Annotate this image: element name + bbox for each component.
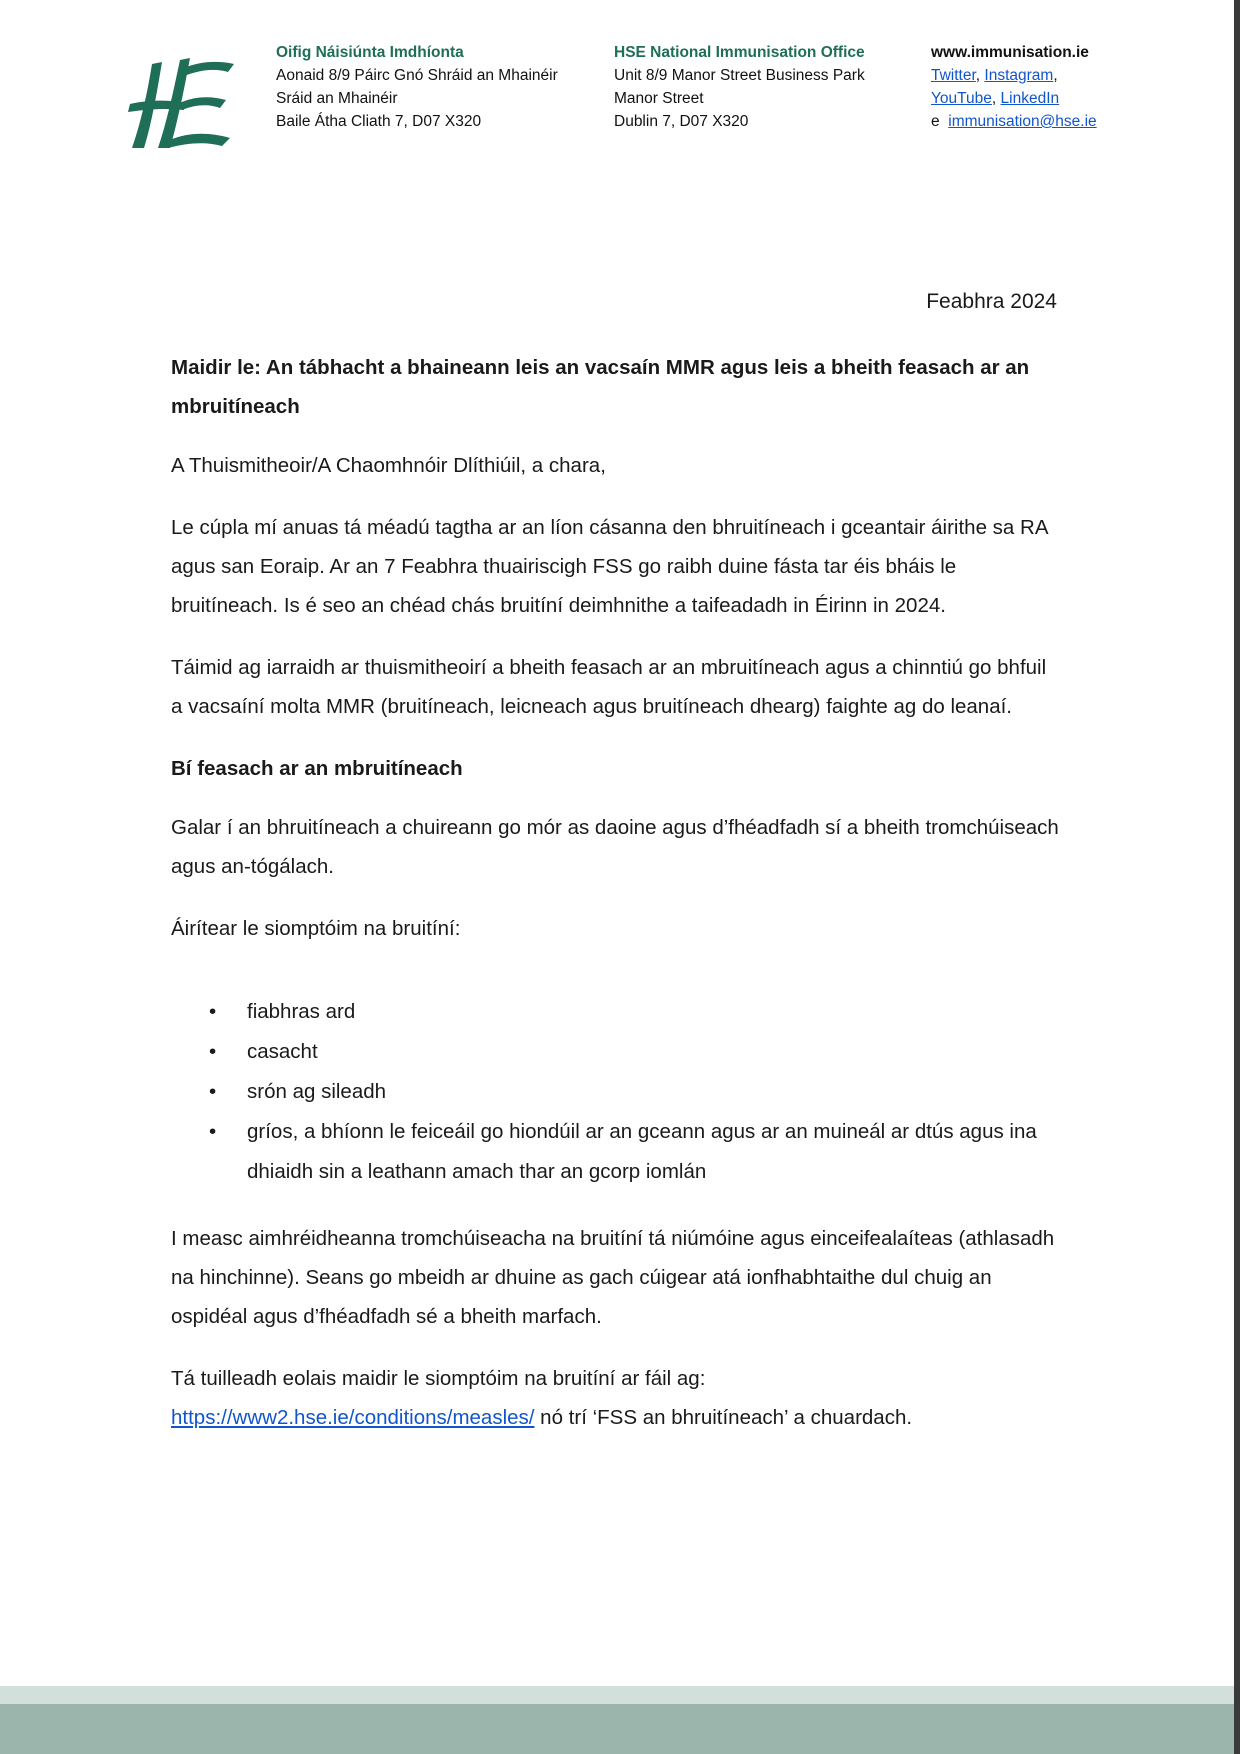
- section-heading: Bí feasach ar an mbruitíneach: [171, 757, 463, 780]
- salutation: A Thuismitheoir/A Chaomhnóir Dlíthiúil, a chara,: [171, 454, 606, 477]
- footer-band-light: [0, 1686, 1234, 1704]
- irish-address-line: Aonaid 8/9 Páirc Gnó Shráid an Mhainéir: [276, 67, 558, 84]
- paragraph: Áirítear le siomptóim na bruitíní:: [171, 917, 461, 940]
- irish-office-address: [276, 41, 558, 133]
- bullet-icon: •: [209, 1000, 217, 1023]
- email-row: [931, 110, 1097, 133]
- separator: ,: [1053, 67, 1058, 84]
- english-address-line: Unit 8/9 Manor Street Business Park: [614, 67, 865, 84]
- irish-address-line: Baile Átha Cliath 7, D07 X320: [276, 113, 482, 130]
- contact-block: [931, 41, 1097, 133]
- page-edge: [1234, 0, 1240, 1754]
- english-office-title: HSE National Immunisation Office: [614, 44, 865, 61]
- youtube-link[interactable]: YouTube: [931, 90, 992, 107]
- separator: ,: [991, 90, 1001, 107]
- paragraph-with-link: [171, 1359, 1061, 1437]
- irish-office-title: Oifig Náisiúnta Imdhíonta: [276, 44, 464, 61]
- symptoms-list: [171, 992, 1061, 1192]
- paragraph-text: Tá tuilleadh eolais maidir le siomptóim na bruitíní ar fáil ag:: [171, 1367, 706, 1390]
- paragraph: Le cúpla mí anuas tá méadú tagtha ar an líon cásanna den bhruitíneach i gceantair áirithe sa RA agus san Eoraip. Ar an 7 Feabhra thuairiscigh FSS go raibh duine fásta tar éis bháis le bruitíneach. Is é seo an chéad chás bruitíní deimhnithe a taifeadadh in Éirinn in 2024.: [171, 516, 1048, 617]
- list-item: [209, 1072, 1061, 1112]
- website-text: www.immunisation.ie: [931, 44, 1089, 61]
- list-item: [209, 1112, 1061, 1192]
- linkedin-link[interactable]: LinkedIn: [1000, 90, 1060, 107]
- english-address-line: Dublin 7, D07 X320: [614, 113, 749, 130]
- letter-date: Feabhra 2024: [926, 290, 1057, 313]
- email-link[interactable]: immunisation@hse.ie: [948, 113, 1097, 130]
- paragraph: Táimid ag iarraidh ar thuismitheoirí a bheith feasach ar an mbruitíneach agus a chinntiú go bhfuil a vacsaíní molta MMR (bruitíneach, leicneach agus bruitíneach dhearg) faighte ag do leanaí.: [171, 656, 1047, 718]
- instagram-link[interactable]: Instagram: [984, 67, 1054, 84]
- bullet-icon: •: [209, 1040, 217, 1063]
- bullet-icon: •: [209, 1120, 217, 1143]
- separator: ,: [975, 67, 985, 84]
- bullet-icon: •: [209, 1080, 217, 1103]
- footer-band-dark: [0, 1704, 1234, 1754]
- list-item: [209, 992, 1061, 1032]
- twitter-link[interactable]: Twitter: [931, 67, 976, 84]
- english-address-line: Manor Street: [614, 90, 704, 107]
- email-prefix: e: [931, 113, 940, 130]
- list-item-text: casacht: [247, 1040, 318, 1063]
- social-links-row-2: [931, 87, 1097, 110]
- paragraph: I measc aimhréidheanna tromchúiseacha na bruitíní tá niúmóine agus einceifealaíteas (athlasadh na hinchinne). Seans go mbeidh ar dhuine as gach cúigear atá ionfhabhtaithe dul chuig an ospidéal agus d’fhéadfadh sé a bheith marfach.: [171, 1227, 1055, 1328]
- list-item-text: fiabhras ard: [247, 1000, 356, 1023]
- hse-logo: [118, 54, 242, 152]
- letter-body: [171, 348, 1061, 1460]
- paragraph: Galar í an bhruitíneach a chuireann go mór as daoine agus d’fhéadfadh sí a bheith tromchúiseach agus an-tógálach.: [171, 816, 1059, 878]
- list-item-text: srón ag sileadh: [247, 1080, 387, 1103]
- social-links-row-1: [931, 64, 1097, 87]
- irish-address-line: Sráid an Mhainéir: [276, 90, 398, 107]
- list-item-text: gríos, a bhíonn le feiceáil go hiondúil ar an gceann agus ar an muineál ar dtús agus ina dhiaidh sin a leathann amach thar an gcorp iomlán: [247, 1120, 1037, 1183]
- english-office-address: [614, 41, 865, 133]
- paragraph-text: nó trí ‘FSS an bhruitíneach’ a chuardach.: [534, 1406, 913, 1429]
- list-item: [209, 1032, 1061, 1072]
- measles-info-link[interactable]: https://www2.hse.ie/conditions/measles/: [171, 1406, 535, 1429]
- letter-subject: Maidir le: An tábhacht a bhaineann leis an vacsaín MMR agus leis a bheith feasach ar an mbruitíneach: [171, 356, 1030, 418]
